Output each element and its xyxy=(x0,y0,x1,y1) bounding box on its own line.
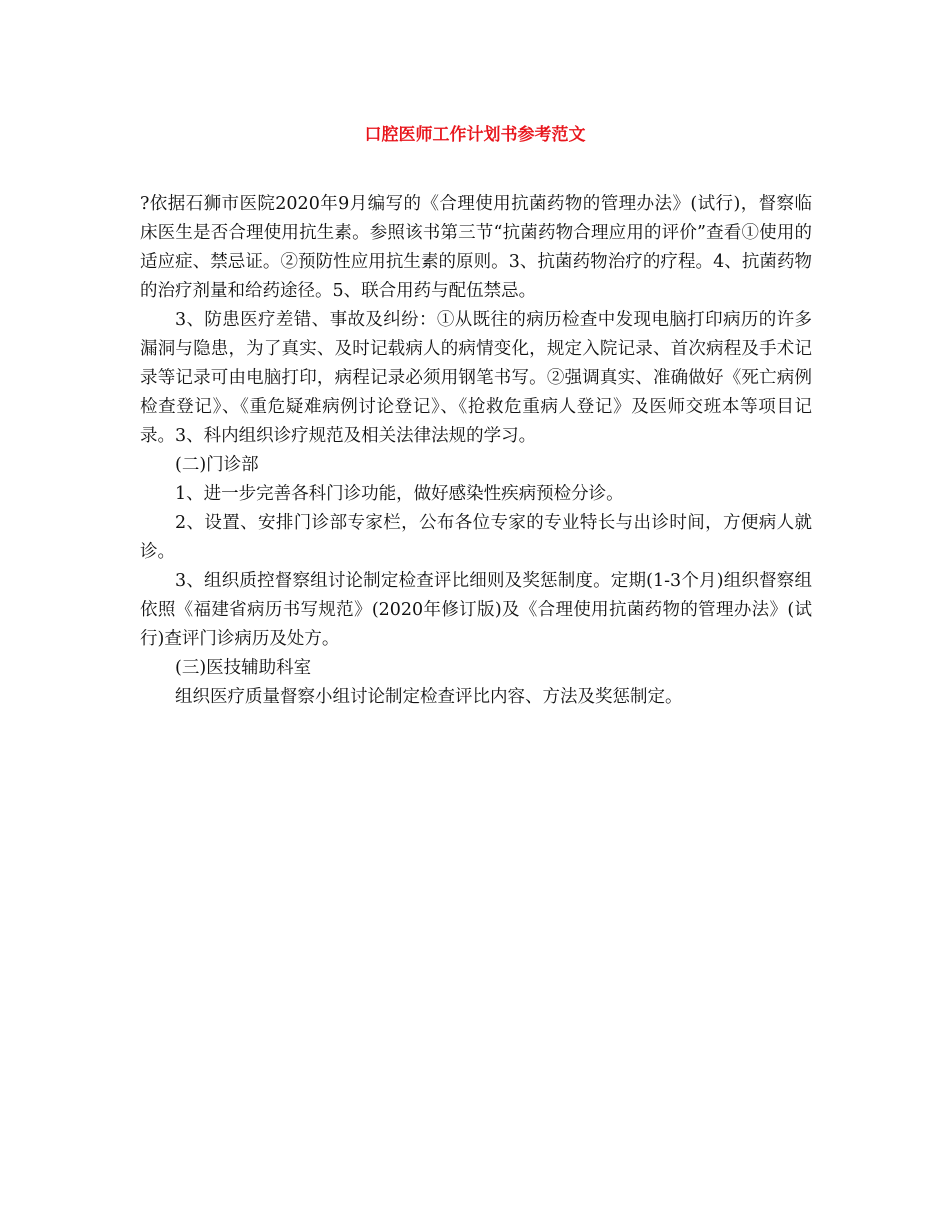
section-heading-outpatient: (二)门诊部 xyxy=(175,455,259,475)
paragraph-antibiotic-review: ?依据石狮市医院2020年9月编写的《合理使用抗菌药物的管理办法》(试行)，督察临床医生是否合理使用抗生素。参照该书第三节“抗菌药物合理应用的评价”查看①使用的适应症、禁忌证。②预防性应用抗生素的原则。3、抗菌药物治疗的疗程。4、抗菌药物的治疗剂量和给药途径。5、联合用药与配伍禁忌。 xyxy=(140,194,812,301)
paragraph-outpatient-1: 1、进一步完善各科门诊功能，做好感染性疾病预检分诊。 xyxy=(175,484,624,504)
paragraph-outpatient-3: 3、组织质控督察组讨论制定检查评比细则及奖惩制度。定期(1-3个月)组织督察组依照《福建省病历书写规范》(2020年修订版)及《合理使用抗菌药物的管理办法》(试行)查评门诊病历及处方。 xyxy=(140,571,812,649)
paragraph-outpatient-2: 2、设置、安排门诊部专家栏，公布各位专家的专业特长与出诊时间，方便病人就诊。 xyxy=(140,513,812,562)
document-body xyxy=(140,190,812,712)
document-title: 口腔医师工作计划书参考范文 xyxy=(364,125,586,145)
paragraph-error-prevention: 3、防患医疗差错、事故及纠纷：①从既往的病历检查中发现电脑打印病历的许多漏洞与隐患，为了真实、及时记载病人的病情变化，规定入院记录、首次病程及手术记录等记录可由电脑打印，病程记录必须用钢笔书写。②强调真实、准确做好《死亡病例检查登记》、《重危疑难病例讨论登记》、《抢救危重病人登记》及医师交班本等项目记录。3、科内组织诊疗规范及相关法律法规的学习。 xyxy=(140,310,812,446)
section-heading-medical-technology: (三)医技辅助科室 xyxy=(175,658,312,678)
paragraph-medical-technology: 组织医疗质量督察小组讨论制定检查评比内容、方法及奖惩制定。 xyxy=(175,687,683,707)
